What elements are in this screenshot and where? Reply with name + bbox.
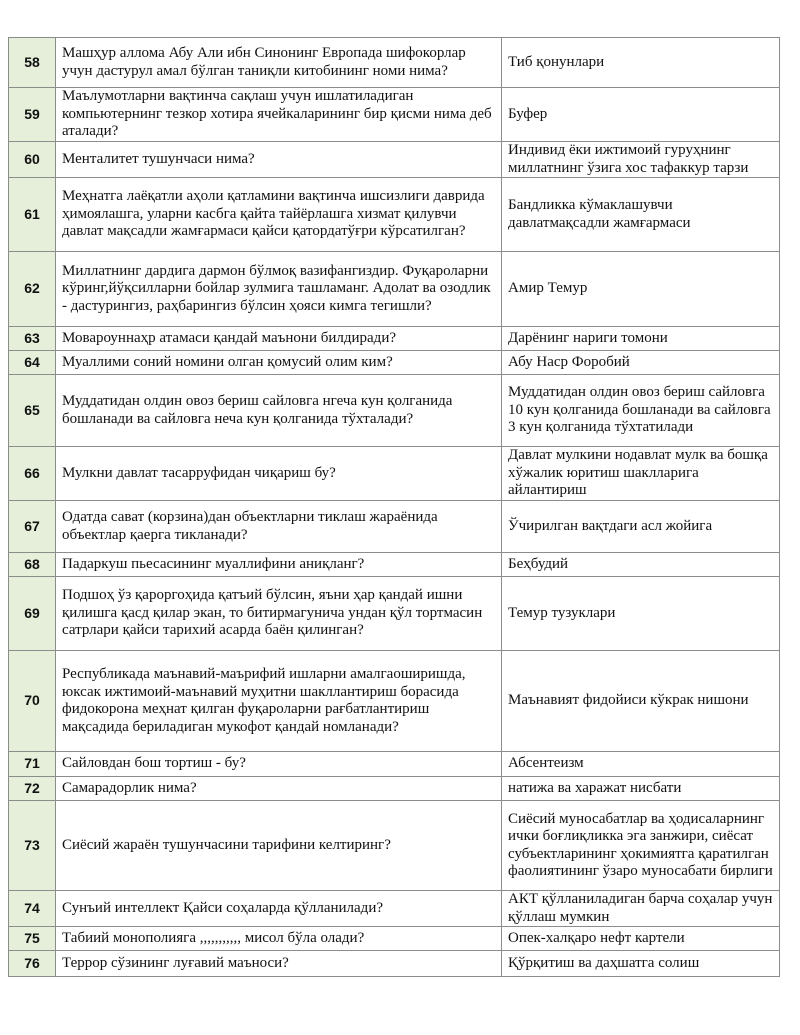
table-row [9,178,780,252]
table-row [9,891,780,927]
table-row [9,375,780,447]
table-body [9,38,780,977]
row-number: 72 [9,777,56,801]
answer-cell: Буфер [502,88,780,142]
answer-cell: Маънавият фидойиси кўкрак нишони [502,651,780,752]
answer-cell: Беҳбудий [502,553,780,577]
row-number: 62 [9,252,56,327]
table-row [9,801,780,891]
row-number: 66 [9,447,56,501]
row-number: 71 [9,752,56,777]
question-cell: Миллатнинг дардига дармон бўлмоқ вазифангиздир. Фуқароларни кўринг,йўқсилларни бойлар зулмига ташламанг. Адолат ва озодлик - дастурингиз, раҳбарингиз бўлсин ҳояси кимга тегишли? [56,252,502,327]
row-number: 74 [9,891,56,927]
table-row [9,777,780,801]
question-cell: Одатда сават (корзина)дан объектларни тиклаш жараёнида объектлар қаерга тикланади? [56,501,502,553]
answer-cell: Амир Темур [502,252,780,327]
answer-cell: Давлат мулкини нодавлат мулк ва бошқа хўжалик юритиш шаклларига айлантириш [502,447,780,501]
answer-cell: АКТ қўлланиладиган барча соҳалар учун қўллаш мумкин [502,891,780,927]
row-number: 76 [9,951,56,977]
answer-cell: Опек-халқаро нефт картели [502,927,780,951]
table-row [9,142,780,178]
answer-cell: натижа ва харажат нисбати [502,777,780,801]
answer-cell: Абсентеизм [502,752,780,777]
answer-cell: Бандликка кўмаклашувчи давлатмақсадли жамғармаси [502,178,780,252]
question-cell: Республикада маънавий-маърифий ишларни амалгаоширишда, юксак ижтимоий-маънавий муҳитни шакллантириш борасида фидокорона меҳнат қилган фуқароларни рағбатлантириш мақсадида бериладиган мукофот қандай номланади? [56,651,502,752]
question-cell: Табиий монополияга ,,,,,,,,,,, мисол бўла олади? [56,927,502,951]
answer-cell: Ўчирилган вақтдаги асл жойига [502,501,780,553]
row-number: 67 [9,501,56,553]
answer-cell: Абу Наср Форобий [502,351,780,375]
answer-cell: Қўрқитиш ва даҳшатга солиш [502,951,780,977]
question-answer-table [8,37,780,977]
question-cell: Машҳур аллома Абу Али ибн Синонинг Европада шифокорлар учун дастурул амал бўлган таниқли китобининг номи нима? [56,38,502,88]
row-number: 58 [9,38,56,88]
question-cell: Сунъий интеллект Қайси соҳаларда қўлланилади? [56,891,502,927]
answer-cell: Индивид ёки ижтимоий гуруҳнинг миллатнинг ўзига хос тафаккур тарзи [502,142,780,178]
table-row [9,951,780,977]
row-number: 68 [9,553,56,577]
answer-cell: Сиёсий муносабатлар ва ҳодисаларнинг ички боғлиқликка эга занжири, сиёсат субъектларининг ҳокимиятга қаратилган фаолиятининг ўзаро муносабати бирлиги [502,801,780,891]
question-cell: Самарадорлик нима? [56,777,502,801]
question-cell: Сиёсий жараён тушунчасини тарифини келтиринг? [56,801,502,891]
question-cell: Мовароуннаҳр атамаси қандай маънони билдиради? [56,327,502,351]
row-number: 59 [9,88,56,142]
row-number: 75 [9,927,56,951]
question-cell: Маълумотларни вақтинча сақлаш учун ишлатиладиган компьютернинг тезкор хотира ячейкаларининг бир қисми нима деб аталади? [56,88,502,142]
table-row [9,88,780,142]
table-row [9,577,780,651]
question-cell: Меҳнатга лаёқатли аҳоли қатламини вақтинча ишсизлиги даврида ҳимоялашга, уларни касбга қайта тайёрлашга хизмат қилувчи давлат мақсадли жамғармаси қайси қатордатўғри кўрсатилган? [56,178,502,252]
row-number: 65 [9,375,56,447]
question-cell: Подшоҳ ўз қароргоҳида қатъий бўлсин, яъни ҳар қандай ишни қилишга қасд қилар экан, то битирмагунича ундан қўл тортмасин сатрлари қайси тарихий асарда баён қилинган? [56,577,502,651]
row-number: 69 [9,577,56,651]
table-row [9,252,780,327]
row-number: 64 [9,351,56,375]
table-row [9,501,780,553]
question-cell: Сайловдан бош тортиш - бу? [56,752,502,777]
row-number: 73 [9,801,56,891]
row-number: 70 [9,651,56,752]
table-row [9,553,780,577]
row-number: 60 [9,142,56,178]
row-number: 61 [9,178,56,252]
row-number: 63 [9,327,56,351]
answer-cell: Тиб қонунлари [502,38,780,88]
answer-cell: Дарёнинг нариги томони [502,327,780,351]
table-row [9,38,780,88]
table-row [9,651,780,752]
question-cell: Террор сўзининг луғавий маъноси? [56,951,502,977]
table-row [9,351,780,375]
question-cell: Падаркуш пьесасининг муаллифини аниқланг? [56,553,502,577]
table-row [9,752,780,777]
table-row [9,447,780,501]
question-cell: Менталитет тушунчаси нима? [56,142,502,178]
question-cell: Муддатидан олдин овоз бериш сайловга нгеча кун қолганида бошланади ва сайловга неча кун қолганида тўхталади? [56,375,502,447]
table-row [9,927,780,951]
table-row [9,327,780,351]
answer-cell: Темур тузуклари [502,577,780,651]
question-cell: Мулкни давлат тасарруфидан чиқариш бу? [56,447,502,501]
answer-cell: Муддатидан олдин овоз бериш сайловга 10 кун қолганида бошланади ва сайловга 3 кун қолганида тўхтатилади [502,375,780,447]
question-cell: Муаллими соний номини олган қомусий олим ким? [56,351,502,375]
